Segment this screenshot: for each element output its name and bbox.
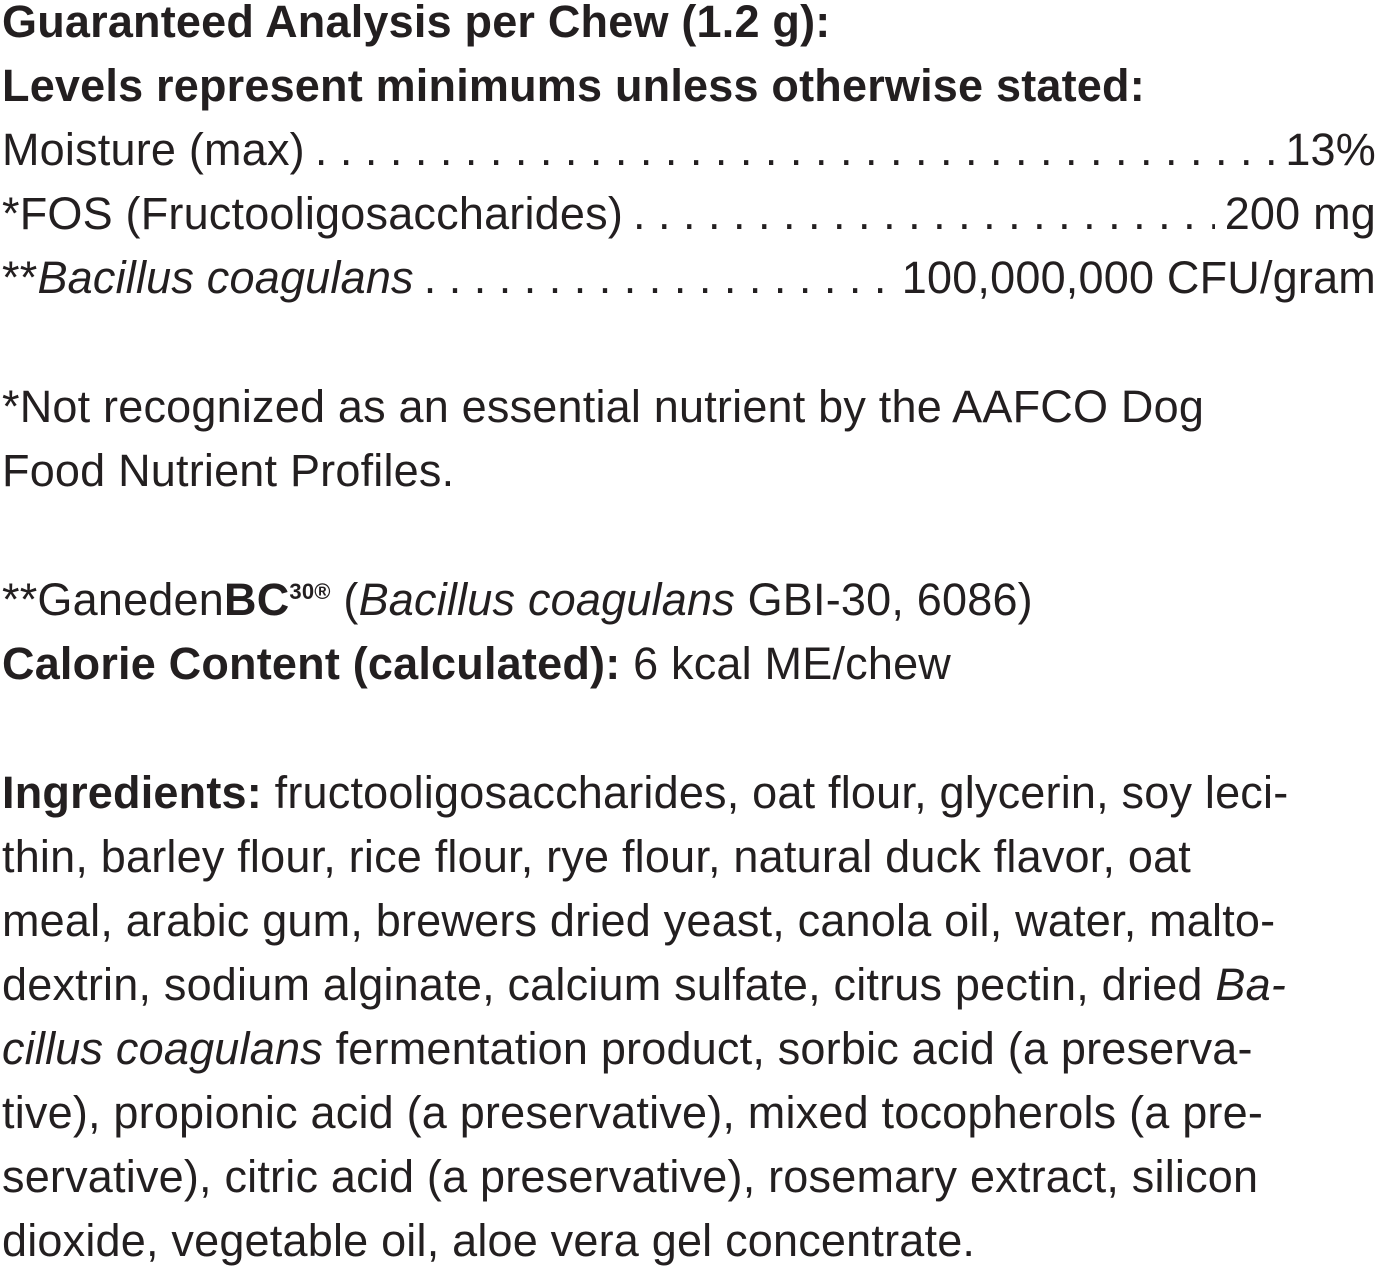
ingredients-line-4 [2, 959, 1286, 1011]
dot-leader [315, 124, 1275, 176]
strain-text: GBI-30, 6086) [734, 574, 1033, 625]
analysis-row-value: 200 mg [1224, 188, 1376, 239]
brand-superscript: 30® [289, 579, 331, 604]
analysis-row-moisture [2, 124, 1376, 176]
species-name: cillus coagulans [2, 1023, 323, 1074]
dot-leader [424, 252, 892, 304]
ingredients-text: fermentation product, sorbic acid (a preserva- [322, 1023, 1253, 1074]
footnote-ganeden-prefix: **Ganeden [2, 574, 224, 625]
footnote-aafco-line-2: Food Nutrient Profiles. [2, 445, 455, 496]
ingredients-text: dextrin, sodium alginate, calcium sulfate, citrus pectin, dried [2, 959, 1216, 1010]
ingredients-line-8: dioxide, vegetable oil, aloe vera gel concentrate. [2, 1215, 976, 1266]
ingredients-line-7: servative), citric acid (a preservative), rosemary extract, silicon [2, 1151, 1259, 1202]
analysis-subheading: Levels represent minimums unless otherwise stated: [2, 60, 1145, 111]
analysis-row-label [2, 252, 414, 304]
calorie-label: Calorie Content (calculated): [2, 638, 621, 689]
analysis-row-value: 100,000,000 CFU/gram [901, 252, 1376, 303]
calorie-value: 6 kcal ME/chew [620, 638, 952, 689]
footnote-marker: ** [2, 252, 38, 303]
ingredients-label: Ingredients: [2, 767, 262, 818]
analysis-row-bacillus [2, 252, 1376, 304]
paren-open: ( [330, 574, 359, 625]
footnote-aafco-line-1: *Not recognized as an essential nutrient by the AAFCO Dog [2, 381, 1205, 432]
species-name: Bacillus coagulans [358, 574, 735, 625]
ingredients-line-1 [2, 767, 1288, 819]
species-name: Bacillus coagulans [37, 252, 414, 303]
ingredients-line-6: tive), propionic acid (a preservative), mixed tocopherols (a pre- [2, 1087, 1264, 1138]
species-name: Ba- [1215, 959, 1287, 1010]
footnote-ganeden [2, 574, 1033, 626]
analysis-row-label: Moisture (max) [2, 124, 305, 175]
ingredients-line-2: thin, barley flour, rice flour, rye flour, natural duck flavor, oat [2, 831, 1192, 882]
analysis-row-fos [2, 188, 1376, 240]
ingredients-line-5 [2, 1023, 1253, 1075]
analysis-heading: Guaranteed Analysis per Chew (1.2 g): [2, 0, 831, 47]
brand-bc: BC [224, 574, 290, 625]
analysis-row-value: 13% [1285, 124, 1376, 175]
ingredients-text: fructooligosaccharides, oat flour, glycerin, soy leci- [261, 767, 1289, 818]
calorie-content [2, 638, 951, 690]
ingredients-line-3: meal, arabic gum, brewers dried yeast, canola oil, water, malto- [2, 895, 1276, 946]
analysis-row-label: *FOS (Fructooligosaccharides) [2, 188, 624, 239]
dot-leader [633, 188, 1215, 240]
